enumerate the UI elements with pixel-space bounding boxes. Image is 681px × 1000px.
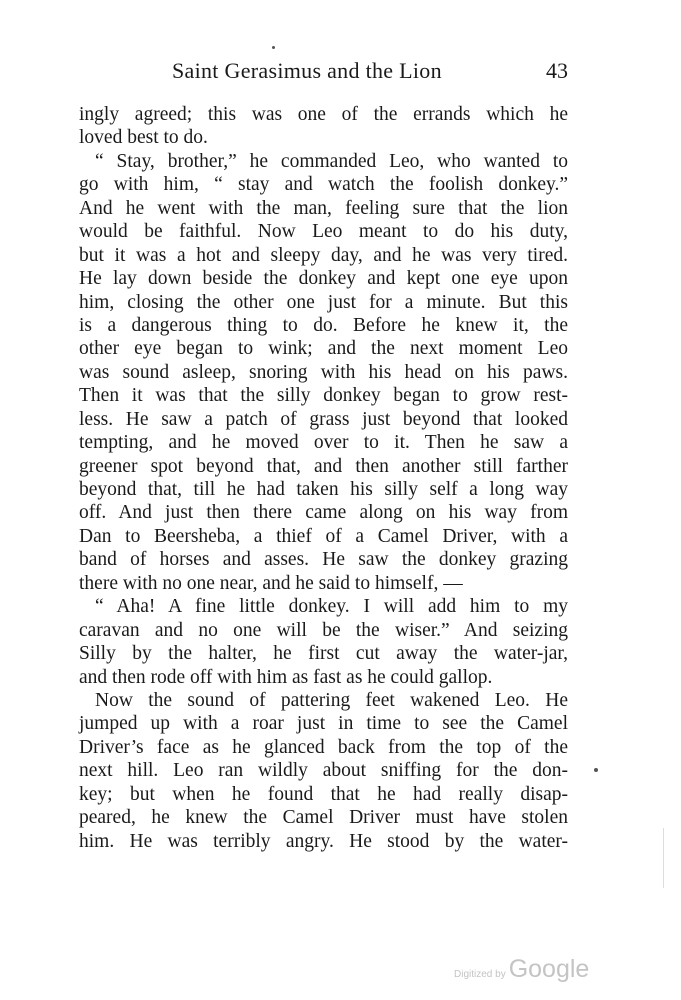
text-line: He lay down beside the donkey and kept one eye upon: [79, 268, 568, 290]
text-line: caravan and no one will be the wiser.” And seizing: [79, 619, 568, 641]
text-line: band of horses and asses. He saw the donkey grazing: [79, 549, 568, 571]
text-line: jumped up with a roar just in time to see the Camel: [79, 713, 568, 735]
watermark-brand: Google: [508, 955, 590, 983]
text-line: would be faithful. Now Leo meant to do his duty,: [79, 221, 568, 243]
text-line: ingly agreed; this was one of the errands which he: [79, 104, 568, 125]
running-head: [78, 58, 568, 88]
text-line: other eye began to wink; and the next moment Leo: [79, 338, 568, 360]
scan-speck: [272, 46, 275, 49]
text-line: is a dangerous thing to do. Before he knew it, the: [79, 314, 568, 336]
text-line: less. He saw a patch of grass just beyond that looked: [79, 408, 568, 430]
text-line: “ Aha! A fine little donkey. I will add him to my: [95, 596, 568, 618]
running-title: Saint Gerasimus and the Lion: [172, 58, 442, 83]
text-line: beyond that, till he had taken his silly self a long way: [79, 479, 568, 500]
text-line: Now the sound of pattering feet wakened Leo. He: [95, 689, 568, 711]
text-line: go with him, “ stay and watch the foolish donkey.”: [79, 174, 568, 196]
text-line: next hill. Leo ran wildly about sniffing for the don-: [79, 760, 568, 782]
text-line: off. And just then there came along on his way from: [79, 502, 568, 524]
text-line: was sound asleep, snoring with his head on his paws.: [79, 361, 568, 383]
text-line: him, closing the other one just for a minute. But this: [79, 291, 568, 313]
digitized-by-google-watermark: [454, 955, 589, 984]
text-line: key; but when he found that he had really disap-: [79, 783, 568, 805]
text-line: greener spot beyond that, and then another still farther: [79, 455, 568, 477]
text-line: him. He was terribly angry. He stood by the water-: [79, 830, 568, 852]
text-line: Driver’s face as he glanced back from the top of the: [79, 736, 568, 758]
text-line: Silly by the halter, he first cut away the water-jar,: [79, 643, 568, 665]
text-line: Then it was that the silly donkey began to grow rest-: [79, 385, 568, 407]
watermark-prefix: Digitized by: [454, 969, 506, 980]
scan-speck: [663, 828, 664, 888]
page-number: 43: [546, 58, 568, 83]
text-line: “ Stay, brother,” he commanded Leo, who wanted to: [95, 150, 568, 172]
text-line: and then rode off with him as fast as he could gallop.: [79, 666, 493, 688]
scan-speck: [594, 768, 598, 772]
text-line: And he went with the man, feeling sure that the lion: [79, 197, 568, 219]
text-line: there with no one near, and he said to himself, —: [79, 572, 463, 594]
text-line: tempting, and he moved over to it. Then he saw a: [79, 432, 568, 454]
text-line: loved best to do.: [79, 127, 208, 149]
text-line: but it was a hot and sleepy day, and he was very tired.: [79, 244, 568, 266]
text-line: peared, he knew the Camel Driver must have stolen: [79, 807, 568, 829]
body-text: [79, 103, 568, 853]
text-line: Dan to Beersheba, a thief of a Camel Driver, with a: [79, 525, 568, 547]
